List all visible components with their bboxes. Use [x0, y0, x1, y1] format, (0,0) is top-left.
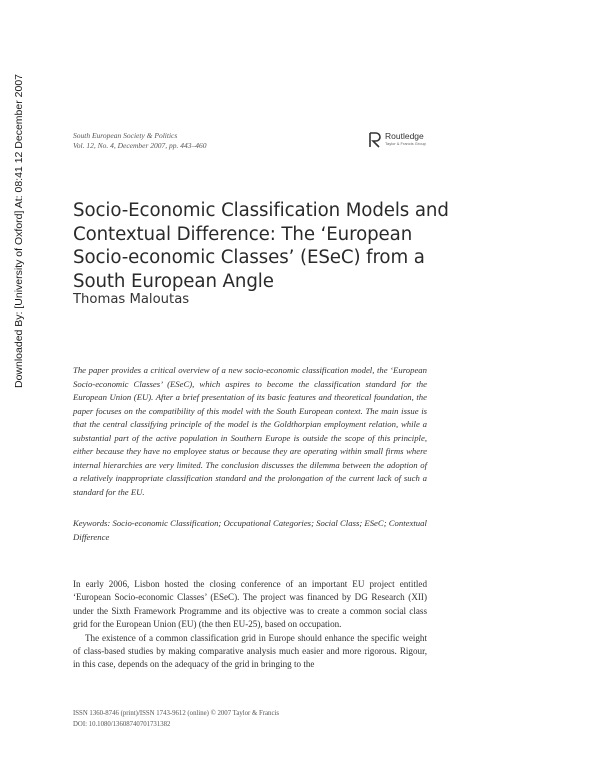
- footer-issn: ISSN 1360-8746 (print)/ISSN 1743-9612 (online) © 2007 Taylor & Francis: [73, 710, 280, 717]
- article-title: Socio-Economic Classification Models and Contextual Difference: The ‘European Socio-economic Classes’ (ESeC) from a South European Angle: [73, 200, 449, 293]
- journal-issue: Vol. 12, No. 4, December 2007, pp. 443–460: [73, 141, 207, 150]
- body-paragraph: In early 2006, Lisbon hosted the closing conference of an important EU project entitled ‘European Socio-economic Classes’ (ESeC). The project was financed by DG Research (XII) under the Sixth Framework Programme and its objective was to create a common social class grid for the European Union (EU) (the then EU-25), based on occupation.: [73, 579, 427, 630]
- article-author: Thomas Maloutas: [73, 292, 190, 307]
- body-paragraph: The existence of a common classification grid in Europe should enhance the specific weight of class-based studies by making comparative analysis much easier and more rigorous. Rigour, in this case, depends on the adequacy of the grid in bringing to the: [73, 632, 427, 670]
- publisher-logo-icon: [368, 132, 382, 148]
- article-abstract: The paper provides a critical overview of a new socio-economic classification model, the ‘European Socio-economic Classes’ (ESeC), which aspires to become the classification standard for the European Union (EU). After a brief presentation of its basic features and theoretical foundation, the paper focuses on the compatibility of this model with the South European context. The main issue is that the central classifying principle of the model is the Goldthorpian employment relation, while a substantial part of the active population in Southern Europe is outside the scope of this principle, either because they have no employee status or because they are operating within small firms where internal hierarchies are very limited. The conclusion discusses the dilemma between the adoption of a relatively inappropriate classification standard and the prolongation of the current lack of such a standard for the EU.: [73, 365, 427, 497]
- publisher-block: [368, 132, 426, 152]
- article-body: [73, 578, 427, 672]
- publisher-subtitle: Taylor & Francis Group: [385, 140, 426, 146]
- article-keywords: Keywords: Socio-economic Classification; Occupational Categories; Social Class; ESeC; Contextual Difference: [73, 518, 427, 542]
- journal-name: South European Society & Politics: [73, 131, 178, 140]
- footer-doi: DOI: 10.1080/13608740701731382: [73, 720, 171, 728]
- publisher-name: Routledge: [385, 131, 424, 141]
- page-footer: [73, 709, 427, 730]
- download-watermark: Downloaded By: [University of Oxford] At: 08:41 12 December 2007: [13, 73, 25, 388]
- journal-header: [73, 131, 207, 151]
